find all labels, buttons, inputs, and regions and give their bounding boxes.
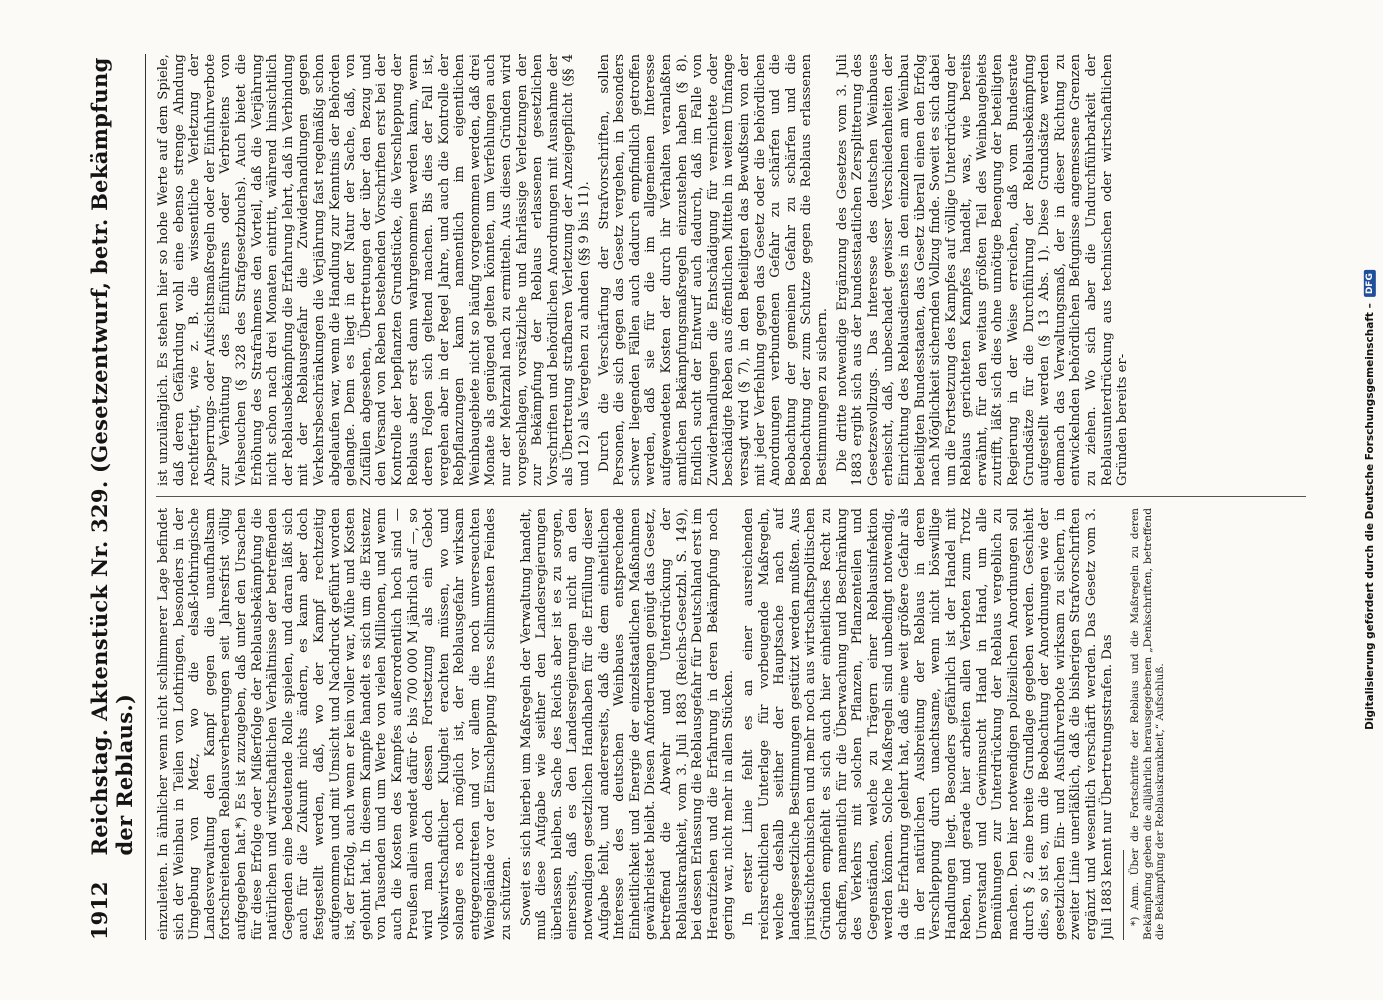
footnote-divider — [1123, 850, 1124, 940]
paragraph: Soweit es sich hierbei um Maßregeln der Verwaltung handelt, muß diese Aufgabe wie seither den Landesregierungen überlassen bleiben. Sache des Reichs aber ist es zu sorgen, einerseits, daß es den Landesregierungen nicht an den notwendigen gesetzlichen Handhaben für die Erfüllung dieser Aufgabe fehlt, und andererseits, daß die dem einheitlichen Interesse des deutschen Weinbaues entsprechende Einheitlichkeit und Energie der einzelstaatlichen Maßnahmen gewährleistet bleibt. Diesen Anforderungen genügt das Gesetz, betreffend die Abwehr und Unterdrückung der Reblauskrankheit, vom 3. Juli 1883 (Reichs-Gesetzbl. S. 149), bei dessen Erlassung die Reblausgefahr für Deutschland erst im Heraufziehen und die Erfahrung in deren Bekämpfung noch gering war, nicht mehr in allen Stücken. — [518, 508, 737, 940]
paragraph: Durch die Verschärfung der Strafvorschriften, sollen Personen, die sich gegen das Gesetz vergehen, in besonders schwer liegenden Fällen auch dadurch empfindlich getroffen werden, daß sie für die im allgemeinen Interesse aufgewendeten Kosten der durch ihr Verhalten veranlaßten amtlichen Bekämpfungsmaßregeln einzustehen haben (§ 8). Endlich sucht der Entwurf auch dadurch, daß im Falle von Zuwiderhandlungen die Entschädigung für vernichtete oder beschädigte Reben aus öffentlichen Mitteln in weitem Umfange versagt wird (§ 7), in den Beteiligten das Bewußtsein von der mit jeder Verfehlung gegen das Gesetz oder die behördlichen Anordnungen verbundenen Gefahr zu schärfen und die Beobachtung der gemeinen Gefahr zu schärfen und die Beobachtung der zum Schutze gegen die Reblaus erlassenen Bestimmungen zu sichern. — [596, 54, 830, 486]
right-column — [156, 54, 1306, 486]
credit-text: Digitalisierung gefördert durch die Deutsche Forschungsgemeinschaft – — [1364, 303, 1376, 730]
page-number: 1912 — [87, 881, 112, 940]
paragraph: ist unzulänglich. Es stehen hier so hohe Werte auf dem Spiele, daß deren Gefährdung wohl eine ebenso strenge Ahndung rechtfertigt, wie z. B. die wissentliche Verletzung der Absperrungs- oder Aufsichtsmaßregeln oder der Einfuhrverbote zur Verhütung des Einführens oder Verbreitens von Viehseuchen (§ 328 des Strafgesetzbuchs). Auch bietet die Erhöhung des Strafrahmens den Vorteil, daß die Verjährung nicht schon nach drei Monaten eintritt, während hinsichtlich der Reblausbekämpfung die Erfahrung lehrt, daß in Verbindung mit der Reblausgefahr die Zuwiderhandlungen gegen Verkehrsbeschränkungen die Verjährung fast regelmäßig schon abgelaufen war, wenn die Handlung zur Kenntnis der Behörden gelangte. Denn es liegt in der Natur der Sache, daß, von Zufällen abgesehen, Übertretungen der über den Bezug und den Versand von Reben bestehenden Vorschriften erst bei der Kontrolle der bepflanzten Grundstücke, die Verschleppung der Reblaus aber erst dann wahrgenommen werden kann, wenn deren Folgen sich geltend machen. Bis dies der Fall ist, vergehen aber in der Regel Jahre, und auch die Kontrolle der Rebpflanzungen kann namentlich im eigentlichen Weinbaugebiete nicht so häufig vorgenommen werden, daß drei Monate als genügend gelten könnten, um Verfehlungen auch nur der Mehrzahl nach zu ermitteln. Aus diesen Gründen wird vorgeschlagen, vorsätzliche und fahrlässige Verletzungen der zur Bekämpfung der Reblaus erlassenen gesetzlichen Vorschriften und behördlichen Anordnungen mit Ausnahme der als Übertretung strafbaren Verletzung der Anzeigepflicht (§§ 4 und 12) als Vergehen zu ahnden (§§ 9 bis 11). — [156, 54, 593, 486]
paragraph: In erster Linie fehlt es an einer ausreichenden reichsrechtlichen Unterlage für vorbeugende Maßregeln, welche deshalb seither der Hauptsache nach auf landesgesetzliche Bestimmungen gestützt werden mußten. Aus juristischtechnischen und mehr noch aus wirtschaftspolitischen Gründen empfiehlt es sich auch hier einheitliches Recht zu schaffen, namentlich für die Überwachung und Beschränkung des Verkehrs mit solchen Pflanzen, Pflanzenteilen und Gegenständen, welche zu Trägern einer Reblausinfektion werden können. Solche Maßregeln sind unbedingt notwendig, da die Erfahrung gelehrt hat, daß eine weit größere Gefahr als in der natürlichen Ausbreitung der Reblaus in deren Verschleppung durch unachtsame, wenn nicht böswillige Handlungen liegt. Besonders gefährlich ist der Handel mit Reben, und gerade hier arbeiten allen Verboten zum Trotz Unverstand und Gewinnsucht Hand in Hand, um alle Bemühungen zur Unterdrückung der Reblaus vergeblich zu machen. Den hier notwendigen polizeilichen Anordnungen soll durch § 2 eine breite Grundlage gegeben werden. Geschieht dies, so ist es, um die Beobachtung der Anordnungen wie der gesetzlichen Ein- und Ausfuhrverbote wirksam zu sichern, in zweiter Linie unerläßlich, daß die bisherigen Strafvorschriften ergänzt und wesentlich verschärft werden. Das Gesetz vom 3. Juli 1883 kennt nur Übertretungsstrafen. Das — [740, 508, 1115, 940]
left-column — [156, 508, 1306, 940]
paragraph: einzuleiten. In ähnlicher wenn nicht schlimmerer Lage befindet sich der Weinbau in Teilen von Lothringen, besonders in der Umgebung von Metz, wo die elsaß-lothringische Landesverwaltung den Kampf gegen die unaufhaltsam fortschreitenden Reblausverheerungen seit Jahresfrist völlig aufgegeben hat.*) Es ist zuzugeben, daß unter den Ursachen für diese Erfolge oder Mißerfolge der Reblausbekämpfung die natürlichen und wirtschaftlichen Verhältnisse der betreffenden Gegenden eine bedeutende Rolle spielen, und daran läßt sich auch für die Zukunft nichts ändern, es kann aber doch festgestellt werden, daß, wo der Kampf rechtzeitig aufgenommen und mit Umsicht und Nachdruck geführt worden ist, der Erfolg, auch wenn er kein voller war, Mühe und Kosten gelohnt hat. In diesem Kampfe handelt es sich um die Existenz von Tausenden und um Werte von vielen Millionen, und wenn auch die Kosten des Kampfes außerordentlich hoch sind — Preußen allein wendet dafür 6- bis 700 000 M jährlich auf —, so wird man doch dessen Fortsetzung als ein Gebot volkswirtschaftlicher Klugheit erachten müssen, wo und solange es noch möglich ist, der Reblausgefahr wirksam entgegenzutreten und vor allem die noch unverseuchten Weingelände vor der Einschleppung ihres schlimmsten Feindes zu schützen. — [156, 508, 515, 940]
page-header — [87, 54, 146, 940]
footnote: *) Anm. Über die Fortschritte der Reblaus und die Maßregeln zu deren Bekämpfung geben die alljährlich herausgegebenen „Denkschriften, betreffend die Bekämpfung der Reblauskrankheit,“ Aufschluß. — [1129, 508, 1167, 940]
rotated-page — [41, 20, 1341, 980]
dfg-logo: DFG — [1364, 270, 1376, 297]
text-columns — [156, 54, 1306, 940]
page-title: Reichstag. Aktenstück Nr. 329. (Gesetzentwurf, betr. Bekämpfung der Reblaus.) — [87, 57, 137, 856]
paragraph: Die dritte notwendige Ergänzung des Gesetzes vom 3. Juli 1883 ergibt sich aus der bundesstaatlichen Zersplitterung des Gesetzesvollzugs. Das Interesse des deutschen Weinbaues erheischt, daß, unbeschadet gewisser Verschiedenheiten der Einrichtung des Reblausdienstes in den einzelnen am Weinbau beteiligten Bundesstaaten, das Gesetz überall einen den Erfolg nach Möglichkeit sichernden Vollzug finde. Soweit es sich dabei um die Fortsetzung des Kampfes auf völlige Unterdrückung der Reblaus gerichteten Kampfes handelt, was, wie bereits erwähnt, für den weitaus größten Teil des Weinbaugebiets zutrifft, läßt sich dies ohne unnötige Beengung der beteiligten Regierung in der Weise erreichen, daß vom Bundesrate Grundsätze für die Durchführung der Reblausbekämpfung aufgestellt werden (§ 13 Abs. 1). Diese Grundsätze werden demnach das Verwaltungsmaß, der in dieser Richtung zu entwickelnden behördlichen Befugnisse angemessene Grenzen zu ziehen. Wo sich aber die Undurchführbarkeit der Reblausunterdrückung aus technischen oder wirtschaftlichen Gründen bereits er- — [834, 54, 1131, 486]
digitization-credit — [1359, 0, 1381, 1000]
